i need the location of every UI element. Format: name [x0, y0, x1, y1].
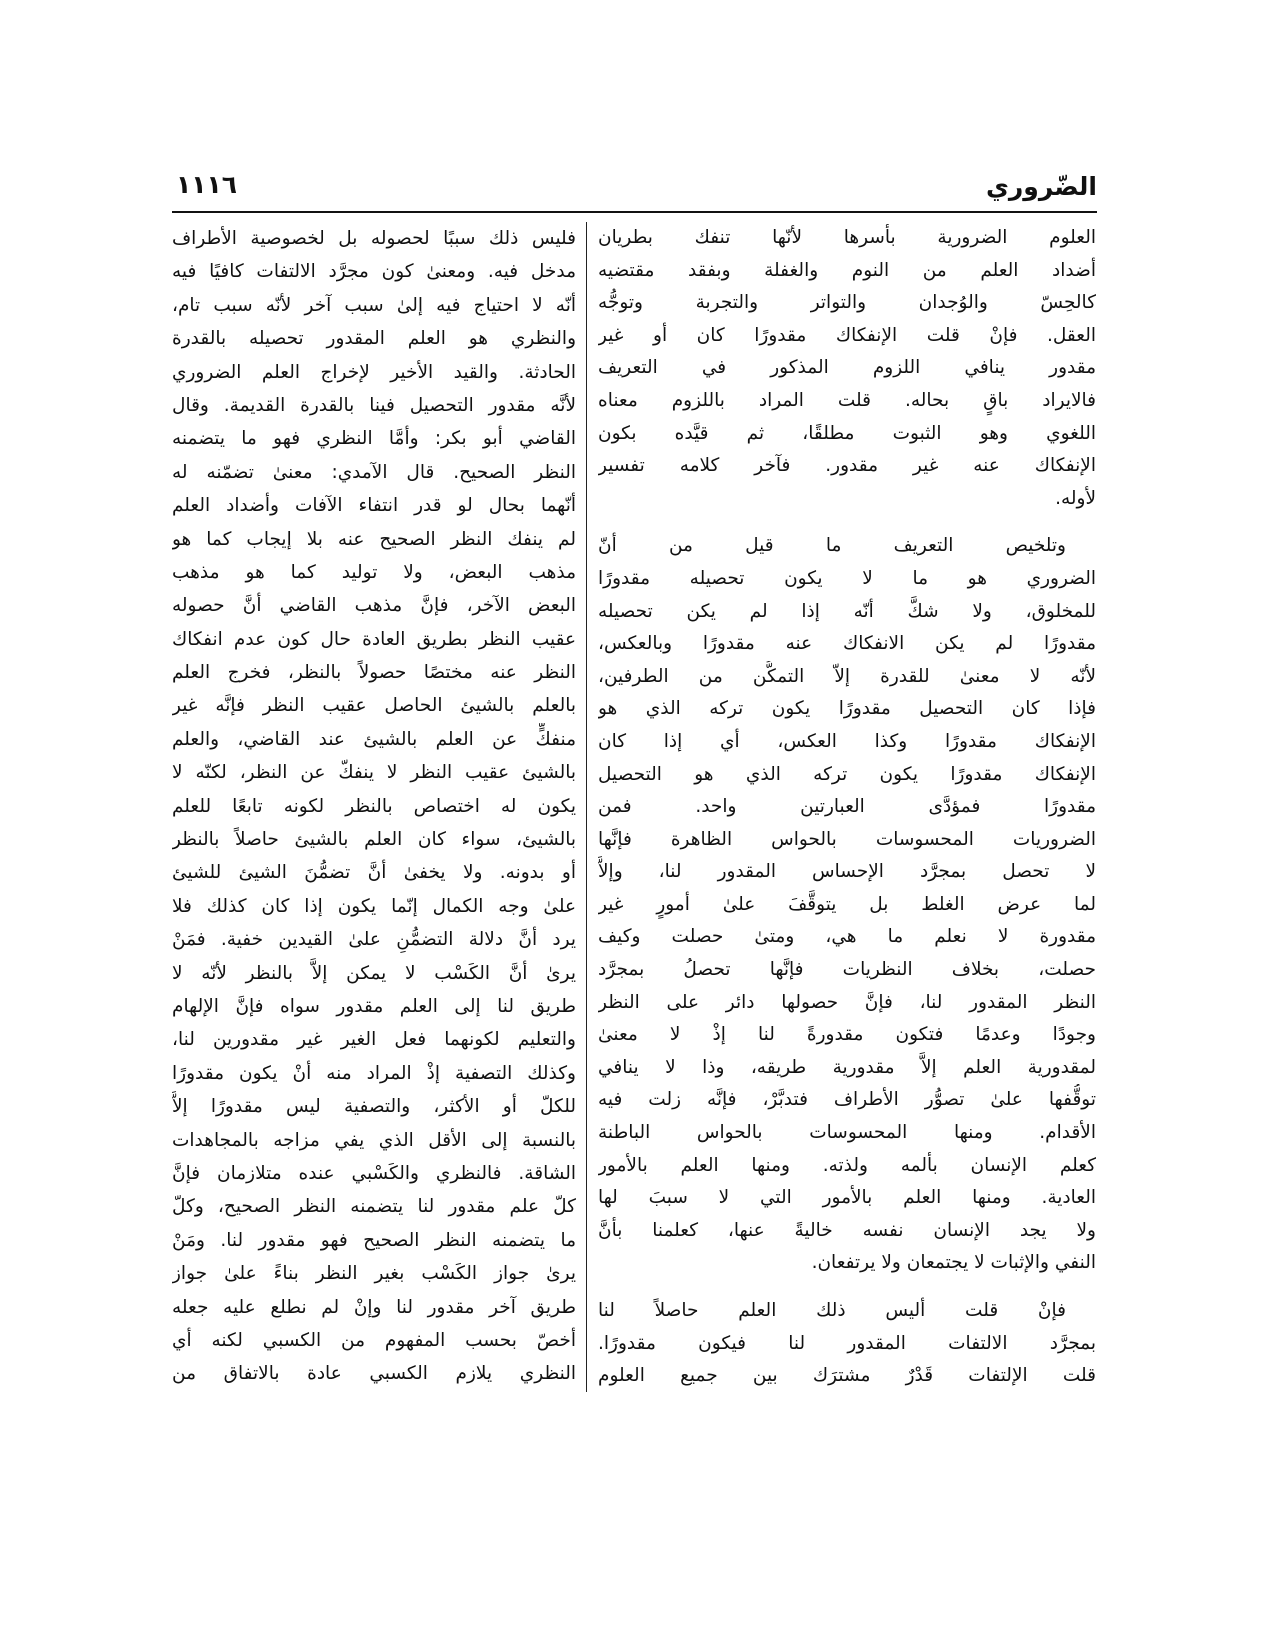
text-line: العادية. ومنها العلم بالأمور التي لا سببَ لها [598, 1187, 1096, 1209]
text-line: الإنفكاك مقدورًا وكذا العكس، أي إذا كان [598, 730, 1096, 752]
text-line: العلوم الضرورية بأسرها لأنّها تنفك بطريان [598, 227, 1096, 248]
text-line: النفي والإثبات لا يجتمعان ولا يرتفعان. [811, 1252, 1096, 1274]
text-line: أو بدونه. ولا يخفىٰ أنَّ تضمُّنَ الشيئ للشيئ [172, 862, 576, 884]
text-line: والنظري هو العلم المقدور تحصيله بالقدرة [172, 328, 576, 350]
text-line: الإنفكاك مقدورًا يكون تركه الذي هو التحصيل [598, 763, 1096, 785]
text-line: أخصّ بحسب المفهوم من الكسبي لكنه أي [172, 1329, 576, 1351]
text-line: توقُّفها علىٰ تصوُّر الأطراف فتدبَّرْ، فإنَّه زلت فيه [598, 1089, 1096, 1111]
text-line: للكلّ أو الأكثر، والتصفية ليس مقدورًا إلاَّ [172, 1096, 576, 1118]
page-number: ١١١٦ [176, 170, 238, 199]
text-line: بالشيئ عقيب النظر لا ينفكّ عن النظر، لكنّه لا [172, 762, 576, 784]
text-line: اللغوي وهو الثبوت مطلقًا، ثم قيَّده بكون [598, 422, 1096, 444]
text-line: الحادثة. والقيد الأخير لإخراج العلم الضروري [172, 361, 576, 383]
header-rule [172, 211, 1097, 213]
text-line: لمقدورية العلم إلاَّ مقدورية طريقه، وذا لا ينافي [598, 1056, 1096, 1078]
text-line: يرىٰ جواز الكَسْب بغير النظر بناءً علىٰ جواز [172, 1263, 576, 1285]
text-line: الضروري هو ما لا يكون تحصيله مقدورًا [598, 567, 1096, 589]
text-line: فليس ذلك سببًا لحصوله بل لخصوصية الأطراف [172, 228, 576, 249]
text-line: لأوله. [1055, 487, 1096, 509]
text-line: العقل. فإنْ قلت الإنفكاك مقدورًا كان أو غير [598, 324, 1096, 346]
text-line: النظر المقدور لنا، فإنَّ حصولها دائر على النظر [598, 991, 1096, 1013]
text-line: فالايراد باقٍ بحاله. قلت المراد باللزوم معناه [598, 389, 1096, 411]
text-line: كلّ علم مقدور لنا يتضمنه النظر الصحيح، وكلّ [172, 1196, 576, 1218]
text-line: يرد أنَّ دلالة التضمُّنِ علىٰ القيدين خفية. فمَنْ [172, 929, 576, 951]
paragraph [172, 222, 576, 1391]
text-line: مقدورة لا نعلم ما هي، ومتىٰ حصلت وكيف [598, 926, 1096, 948]
text-line: لم ينفك النظر الصحيح عنه بلا إيجاب كما هو [172, 528, 576, 550]
text-line: أنّه لا احتياج فيه إلىٰ سبب آخر لأنّه سبب تام، [172, 294, 576, 316]
text-line: أنّهما بحال لو قدر انتفاء الآفات وأضداد العلم [172, 495, 576, 517]
text-line: حصلت، بخلاف النظريات فإنَّها تحصلُ بمجرَّد [598, 959, 1096, 981]
text-line: يرىٰ أنَّ الكَسْب لا يمكن إلاَّ بالنظر لأنّه لا [172, 962, 576, 984]
text-line: القاضي أبو بكر: وأمَّا النظري فهو ما يتضمنه [172, 428, 576, 450]
text-line: وجودًا وعدمًا فتكون مقدورةً لنا إذْ لا معنىٰ [598, 1024, 1096, 1046]
text-line: وتلخيص التعريف ما قيل من أنّ [598, 535, 1066, 557]
text-line: وكذلك التصفية إذْ المراد منه أنْ يكون مقدورًا [172, 1062, 576, 1084]
text-line: فإذا كان التحصيل مقدورًا يكون تركه الذي هو [598, 698, 1096, 720]
right-column [598, 222, 1096, 1393]
text-line: لا تحصل بمجرَّد الإحساس المقدور لنا، وإلاَّ [598, 861, 1096, 883]
text-line: يكون له اختصاص بالنظر لكونه تابعًا للعلم [172, 795, 576, 817]
text-line: النظر عنه مختصًا حصولاً بالنظر، فخرج العلم [172, 662, 576, 684]
text-line: منفكٍّ عن العلم بالشيئ عند القاضي، والعلم [172, 728, 576, 750]
text-line: الضروريات المحسوسات بالحواس الظاهرة فإنَّها [598, 828, 1096, 850]
text-line: مقدورًا لم يكن الانفكاك عنه مقدورًا وبالعكس، [598, 633, 1096, 655]
text-line: بالعلم بالشيئ الحاصل عقيب النظر فإنَّه غير [172, 695, 576, 717]
text-line: لأنَّه مقدور التحصيل فينا بالقدرة القديمة. وقال [172, 394, 576, 416]
text-line: الشاقة. فالنظري والكَسْبي عنده متلازمان فإنَّ [172, 1162, 576, 1184]
text-line: مقدورًا فمؤدَّى العبارتين واحد. فمن [598, 796, 1096, 818]
text-line: مدخل فيه. ومعنىٰ كون مجرَّد الالتفات كافيًا فيه [172, 261, 576, 283]
text-line: البعض الآخر، فإنَّ مذهب القاضي أنَّ حصوله [172, 595, 576, 617]
text-line: والتعليم لكونهما فعل الغير غير مقدورين لنا، [172, 1029, 576, 1051]
text-line: فإنْ قلت أليس ذلك العلم حاصلاً لنا [598, 1300, 1066, 1321]
text-line: للمخلوق، ولا شكَّ أنّه إذا لم يكن تحصيله [598, 600, 1096, 622]
text-line: بمجرَّد الالتفات المقدور لنا فيكون مقدورًا. [598, 1332, 1096, 1354]
text-line: طريق لنا إلى العلم مقدور سواه فإنَّ الإلهام [172, 995, 576, 1017]
text-line: بالنسبة إلى الأقل الذي يفي مزاجه بالمجاهدات [172, 1129, 576, 1151]
running-header [172, 168, 1097, 208]
text-line: عقيب النظر بطريق العادة حال كون عدم انفكاك [172, 628, 576, 650]
text-line: الأقدام. ومنها المحسوسات بالحواس الباطنة [598, 1122, 1096, 1144]
entry-title: الضّروري [986, 172, 1097, 201]
text-line: ولا يجد الإنسان نفسه خاليةً عنها، كعلمنا بأنَّ [598, 1219, 1096, 1241]
paragraph [598, 1295, 1096, 1393]
text-line: مقدور ينافي اللزوم المذكور في التعريف [598, 357, 1096, 379]
paragraph [598, 222, 1096, 515]
text-line: لما عرض الغلط بل يتوقَّفَ علىٰ أمورٍ غير [598, 893, 1096, 915]
text-line: قلت الإلتفات قَدْرٌ مشترَك بين جميع العلوم [598, 1365, 1096, 1387]
left-column [172, 222, 576, 1391]
text-line: لأنّه لا معنىٰ للقدرة إلاّ التمكُّن من الطرفين، [598, 665, 1096, 687]
text-line: مذهب البعض، ولا توليد كما هو مذهب [172, 561, 576, 583]
text-line: طريق آخر مقدور لنا وإنْ لم نطلع عليه جعله [172, 1296, 576, 1318]
text-line: أضداد العلم من النوم والغفلة وبفقد مقتضيه [598, 259, 1096, 281]
text-line: علىٰ وجه الكمال إنّما يكون إذا كان كذلك فلا [172, 895, 576, 917]
text-line: الإنفكاك عنه غير مقدور. فآخر كلامه تفسير [598, 455, 1096, 477]
text-line: النظر الصحيح. قال الآمدي: معنىٰ تضمّنه له [172, 461, 576, 483]
text-line: ما يتضمنه النظر الصحيح فهو مقدور لنا. ومَنْ [172, 1229, 576, 1251]
text-line: النظري يلازم الكسبي عادة بالاتفاق من [172, 1363, 576, 1385]
column-divider [586, 222, 587, 1392]
text-line: كالحِسّ والوُجدان والتواتر والتجربة وتوجُّه [598, 292, 1096, 314]
paragraph [598, 530, 1096, 1280]
text-line: كعلم الإنسان بألمه ولذته. ومنها العلم بالأمور [598, 1154, 1096, 1176]
text-line: بالشيئ، سواء كان العلم بالشيئ حاصلاً بالنظر [172, 829, 576, 851]
